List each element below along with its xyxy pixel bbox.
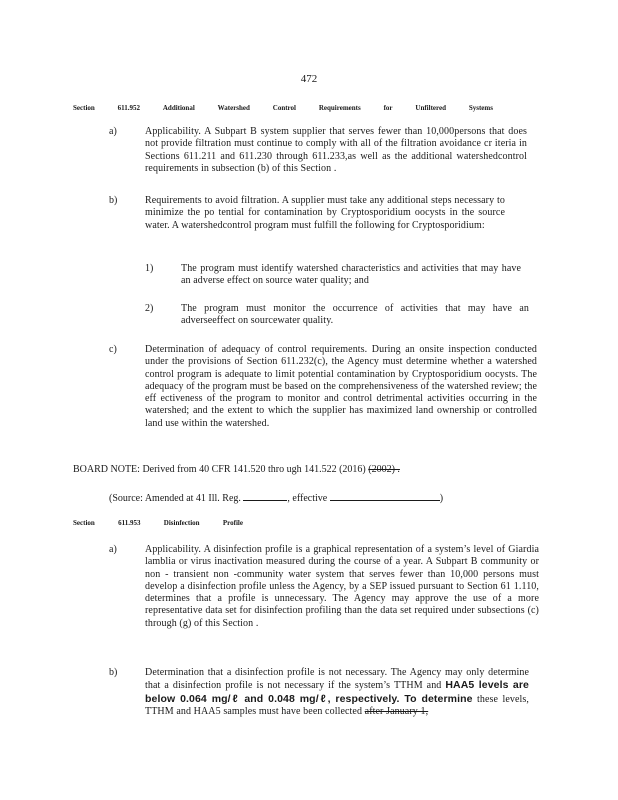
heading-part: 611.953 [118, 519, 141, 527]
item-text-952-b: Requirements to avoid filtration. A supplier must take any additional steps necessary to minimize the po tential for contamination by Cryptosporidium oocysts in the source water. A watershedcontrol program must fulfill the following for Cryptosporidium: [145, 195, 505, 231]
subitem-text-952-b-2: The program must monitor the occurrence of activities that may have an adverseeffect on sourcewater quality. [181, 303, 529, 327]
board-note [73, 464, 400, 475]
heading-part: Additional [162, 104, 195, 112]
section-611-952-heading [73, 104, 493, 112]
item-text-953-b-deleted: after January 1, [364, 705, 429, 717]
heading-part: Section [73, 519, 95, 527]
heading-part: Watershed [217, 104, 250, 112]
heading-part: Disinfection [163, 519, 200, 527]
heading-part: Systems [468, 104, 493, 112]
heading-part: Section [73, 104, 95, 112]
register-volume-blank [243, 491, 287, 501]
source-note-prefix: (Source: Amended at 41 Ill. Reg. [109, 493, 241, 504]
board-note-text: BOARD NOTE: Derived from 40 CFR 141.520 thro ugh 141.522 (2016) [73, 464, 366, 475]
item-label-952-b: b) [109, 195, 118, 206]
item-text-952-a: Applicability. A Subpart B system supplier that serves fewer than 10,000persons that does not provide filtration must continue to comply with all of the filtration avoidance cr iteria in Sections 611.211 and 611.230 through 611.233,as well as the additional watershedcontrol requirements in subsection (b) of this Section . [145, 126, 527, 174]
page-number: 472 [300, 73, 318, 85]
item-text-953-a: Applicability. A disinfection profile is a graphical representation of a system’s level of Giardia lamblia or virus inactivation measured during the course of a year. A Subpart B community or non - transient non -community water system that serves fewer than 10,000 persons must develop a disinfection profile unless the Agency, by a SEP issued pursuant to Section 61 1.110, determines that a profile is unnecessary. The Agency may approve the use of a more representative data set for disinfection profiling than the data set required under subsections (c) through (g) of this Section . [145, 544, 539, 629]
item-text-953-b [145, 667, 529, 718]
subitem-label-952-b-1: 1) [145, 263, 154, 274]
section-611-953-heading [73, 519, 243, 527]
item-label-952-a: a) [109, 126, 117, 137]
subitem-label-952-b-2: 2) [145, 303, 154, 314]
item-text-953-b-part2: these levels, TTHM and HAA5 samples must have been collected [145, 693, 529, 717]
heading-part: Unfiltered [415, 104, 446, 112]
source-note-middle: , effective [287, 493, 328, 504]
effective-date-blank [330, 491, 440, 501]
item-label-953-a: a) [109, 544, 117, 555]
board-note-deleted-text: (2002) . [368, 464, 400, 475]
item-text-953-b-part1: Determination that a disinfection profile is not necessary. The Agency may only determine that a disinfection profile is not necessary if the system’s TTHM and [145, 667, 529, 692]
item-text-953-b-bold: HAA5 levels are below 0.064 mg/ℓ and 0.048 mg/ℓ, respectively. To determine [145, 679, 529, 705]
item-text-952-c: Determination of adequacy of control requirements. During an onsite inspection conducted under the provisions of Section 611.232(c), the Agency must determine whether a watershed control program is adequate to limit potential contamination by Cryptosporidium oocysts. The adequacy of the program must be based on the comprehensiveness of the watershed review; the eff ectiveness of the program to monitor and control detrimental activities occurring in the watershed; and the extent to which the supplier has maximized land ownership or controlled land use within the watershed. [145, 344, 537, 429]
heading-part: 611.952 [117, 104, 141, 112]
item-label-952-c: c) [109, 344, 117, 355]
heading-part: Profile [222, 519, 243, 527]
source-note-suffix: ) [439, 493, 444, 504]
heading-part: Control [272, 104, 296, 112]
item-label-953-b: b) [109, 667, 118, 678]
source-note [109, 491, 443, 504]
heading-part: Requirements [318, 104, 361, 112]
subitem-text-952-b-1: The program must identify watershed characteristics and activities that may have an adverse effect on source water quality; and [181, 263, 521, 287]
heading-part: for [383, 104, 393, 112]
